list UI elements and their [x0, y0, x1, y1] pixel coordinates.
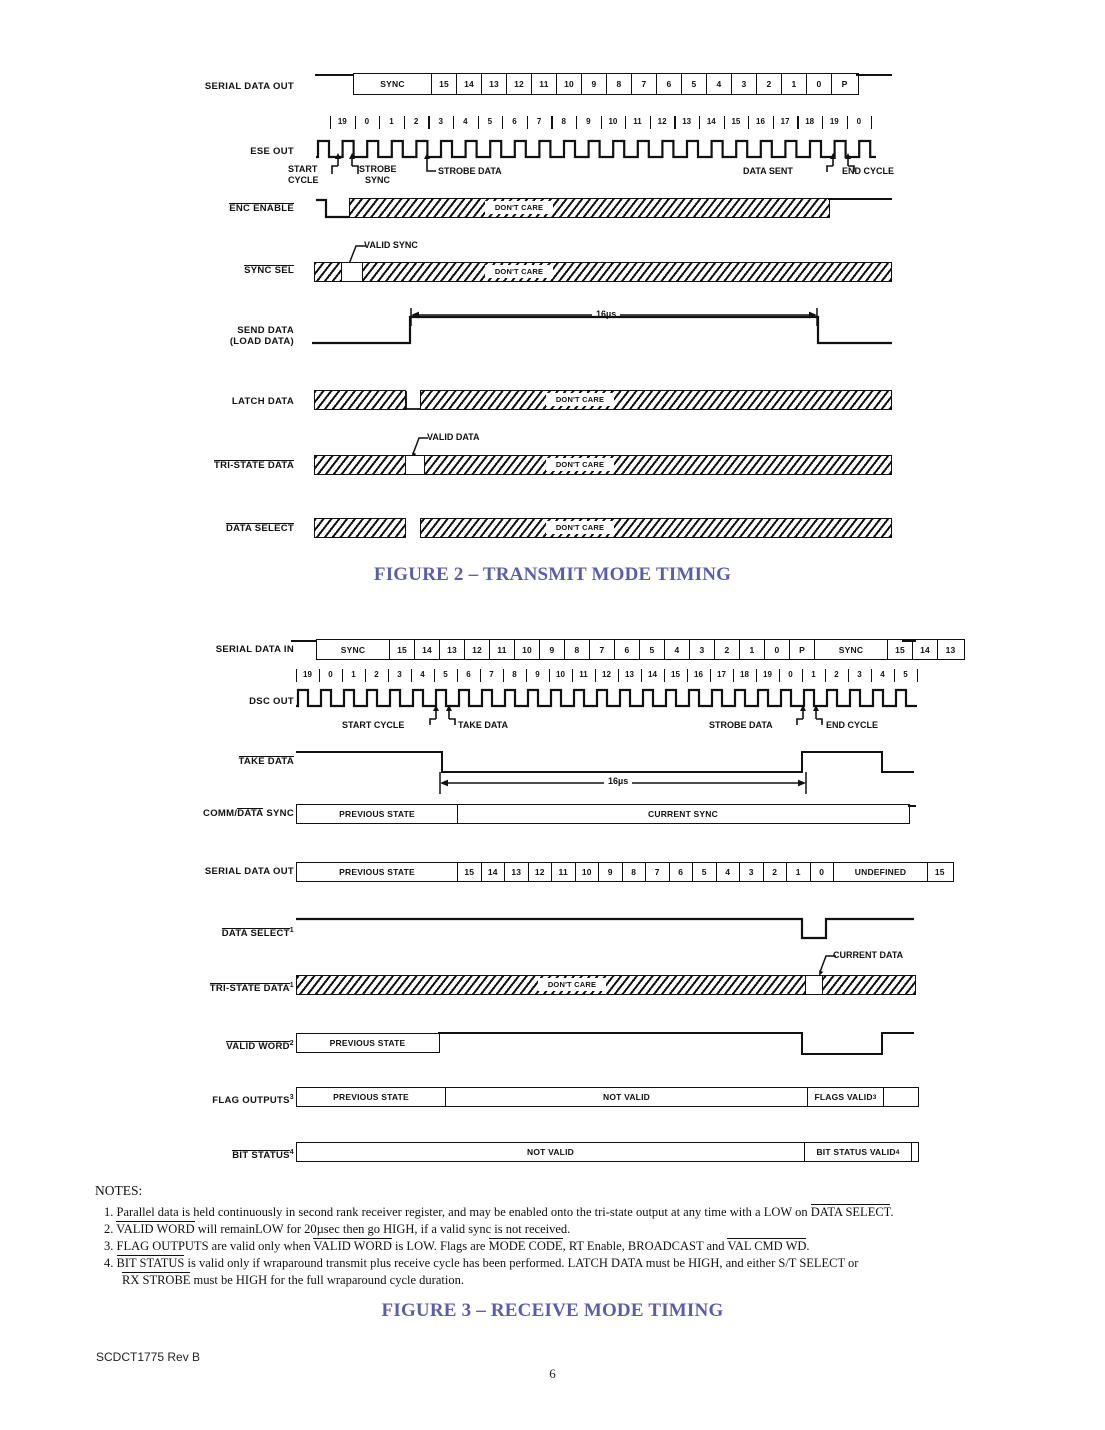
- serial-data-out-fig3-cell: UNDEFINED: [834, 863, 928, 881]
- callout-start-cycle-fig3: START CYCLE: [342, 720, 405, 730]
- flag-outputs-cell: NOT VALID: [446, 1088, 808, 1106]
- dsc-out-tick-numbers: [296, 668, 916, 684]
- tick-number: 12: [602, 670, 611, 679]
- note-overlined-term: VALID WORD: [313, 1239, 392, 1253]
- serial-data-out-fig3-cell: 8: [623, 863, 647, 881]
- serial-data-out-word-row: [353, 73, 859, 95]
- tick-number: 8: [561, 117, 566, 126]
- callout-strobe-sync-line2: SYNC: [365, 175, 391, 185]
- signal-label-send-data-line1: SEND DATA: [237, 325, 294, 336]
- callout-take-data-fig3: TAKE DATA: [458, 720, 508, 730]
- data-select-waveform-fig3: [296, 915, 916, 941]
- signal-label-tri-state-data-fig3: [84, 980, 294, 994]
- note-line: [104, 1221, 570, 1238]
- tick-number: 8: [512, 670, 517, 679]
- signal-label-flag-outputs: [84, 1092, 294, 1106]
- note-line: [122, 1272, 464, 1289]
- data-select-dont-care-text-fig2: DON'T CARE: [546, 521, 614, 534]
- serial-data-out-fig3-cell: 11: [552, 863, 576, 881]
- tick-number: 9: [535, 670, 540, 679]
- sync-sel-hatch-pre: [314, 262, 342, 282]
- tick-number: 13: [625, 670, 634, 679]
- flag-outputs-cell: FLAGS VALID 3: [808, 1088, 884, 1106]
- note-text: will remainLOW for 20µsec then go HIGH, if a valid sync is not received.: [194, 1222, 571, 1236]
- note-overlined-term: VALID WORD: [116, 1222, 195, 1236]
- tick-number: 19: [829, 117, 839, 126]
- enc-enable-text: ENC ENABLE: [229, 203, 294, 214]
- tick-number: 5: [443, 670, 448, 679]
- serial-data-out-cell: 2: [757, 74, 782, 94]
- tick-number: 1: [389, 117, 394, 126]
- data-select-hatch-pre-fig2: [314, 518, 406, 538]
- serial-data-in-cell: 12: [465, 640, 490, 659]
- serial-data-in-cell: 2: [715, 640, 740, 659]
- serial-data-out-cell: 4: [707, 74, 732, 94]
- note-line: [104, 1204, 894, 1221]
- note-number: 3.: [104, 1239, 117, 1253]
- flag-outputs-text: FLAG OUTPUTS: [212, 1095, 290, 1107]
- callout-end-cycle-fig3: END CYCLE: [826, 720, 879, 730]
- comm-data-sync-cell: CURRENT SYNC: [648, 809, 718, 819]
- tick-number: 4: [463, 117, 468, 126]
- comm-data-sync-prefix: COMM/: [203, 808, 238, 819]
- note-text: is LOW. Flags are: [391, 1239, 489, 1253]
- serial-data-out-cell: 13: [482, 74, 507, 94]
- tick-number: 9: [586, 117, 591, 126]
- serial-data-in-cell: 13: [945, 644, 956, 655]
- tick-number: 0: [364, 117, 370, 126]
- note-overlined-term: BIT STATUS: [116, 1256, 185, 1270]
- tick-number: 11: [579, 670, 588, 679]
- bit-status-cell: [912, 1143, 917, 1161]
- serial-data-in-cell: 3: [690, 640, 715, 659]
- data-select-text-fig2: DATA SELECT: [225, 523, 294, 534]
- serial-data-out-cell: 1: [782, 74, 807, 94]
- notes-heading: NOTES:: [95, 1183, 143, 1198]
- send-data-dimension-text: 16µs: [592, 309, 620, 319]
- serial-data-in-baseline-left: [291, 640, 317, 642]
- serial-data-out-cell: 6: [657, 74, 682, 94]
- tick-number: 12: [657, 117, 667, 126]
- serial-data-in-cell: P: [790, 640, 815, 659]
- serial-data-out-cell: SYNC: [354, 74, 432, 94]
- signal-label-dsc-out: DSC OUT: [249, 696, 294, 707]
- callout-start-cycle-line1: START: [288, 164, 318, 174]
- tick-number: 16: [694, 670, 703, 679]
- signal-label-comm-data-sync: [104, 808, 294, 819]
- note-text: .: [806, 1239, 810, 1253]
- signal-label-take-data: [104, 756, 294, 767]
- sync-sel-valid-sync-window: [341, 262, 363, 282]
- serial-data-out-fig3-cell: 10: [576, 863, 600, 881]
- tick-number: 14: [706, 117, 716, 126]
- send-data-waveform: [312, 312, 896, 346]
- serial-data-out-fig3-cell: 12: [529, 863, 553, 881]
- tick-number: 1: [811, 670, 816, 679]
- tick-number: 0: [856, 117, 862, 126]
- dsc-out-callout-leaders: [330, 703, 910, 731]
- data-select-dont-care-band-fig2: [420, 518, 892, 538]
- bit-status-note-ref: 4: [289, 1149, 294, 1156]
- tri-state-data-hatch-post-fig3: [822, 975, 916, 995]
- signal-label-sync-sel: [104, 265, 294, 276]
- comm-data-sync-baseline-right: [908, 805, 916, 807]
- tick-number: 18: [805, 117, 815, 126]
- tick-number: 4: [880, 670, 885, 679]
- tick-number: 17: [717, 670, 726, 679]
- bit-status-text: BIT STATUS: [232, 1150, 290, 1162]
- tick-number: 14: [648, 670, 657, 679]
- valid-word-waveform: [296, 1029, 916, 1057]
- tick-separator: [871, 116, 872, 129]
- serial-data-out-fig3-cell: PREVIOUS STATE: [297, 863, 458, 881]
- signal-label-valid-word: [84, 1038, 294, 1052]
- tri-state-data-current-data-window: [805, 975, 823, 995]
- signal-label-serial-data-out: SERIAL DATA OUT: [204, 81, 294, 92]
- tick-number: 2: [413, 117, 419, 126]
- callout-data-sent: DATA SENT: [743, 166, 793, 176]
- serial-data-in-cell: 1: [740, 640, 765, 659]
- serial-data-out-fig3-cell: 14: [482, 863, 506, 881]
- serial-data-in-cell: 13: [440, 640, 465, 659]
- take-data-dimension-text: 16µs: [604, 776, 632, 786]
- note-number: 4.: [104, 1256, 117, 1270]
- callout-strobe-data: STROBE DATA: [438, 166, 502, 176]
- serial-data-out-cell: P: [841, 79, 848, 89]
- comm-data-sync-suffix: SYNC: [263, 808, 294, 819]
- tick-separator: [917, 669, 918, 682]
- serial-data-out-fig3-cell: 7: [646, 863, 670, 881]
- serial-data-out-word-row-fig3: [296, 862, 954, 882]
- valid-word-text: VALID WORD: [226, 1041, 290, 1053]
- callout-strobe-data-fig3: STROBE DATA: [709, 720, 773, 730]
- footer-document-code: SCDCT1775 Rev B: [96, 1350, 201, 1364]
- note-text: .: [890, 1205, 894, 1219]
- signal-label-data-select-fig3: [84, 925, 294, 939]
- note-overlined-term: MODE CODE: [488, 1239, 563, 1253]
- callout-start-cycle-line2: CYCLE: [288, 175, 319, 185]
- tri-state-data-dont-care-band: [424, 455, 892, 475]
- tick-number: 1: [351, 670, 356, 679]
- note-text: Parallel data is held continuously in second rank receiver register, and may be enabled onto the tri-state output at any time with a LOW on: [116, 1205, 811, 1219]
- tick-number: 15: [671, 670, 680, 679]
- serial-data-in-cell: 15: [390, 640, 415, 659]
- data-select-text-fig3: DATA SELECT: [221, 928, 290, 940]
- bit-status-word-row: [296, 1142, 919, 1162]
- serial-data-out-cell: 0: [807, 74, 832, 94]
- callout-strobe-sync-line1: STROBE: [359, 164, 397, 174]
- serial-data-out-fig3-cell: 15: [458, 863, 482, 881]
- note-text: , RT Enable, BROADCAST and: [562, 1239, 728, 1253]
- serial-data-out-cell: 5: [682, 74, 707, 94]
- tri-state-data-hatch-pre: [314, 455, 406, 475]
- note-overlined-term: DATA SELECT: [810, 1205, 891, 1219]
- tick-number: 15: [731, 117, 741, 126]
- tick-number: 18: [740, 670, 749, 679]
- serial-data-in-baseline-right: [902, 640, 916, 642]
- tick-number: 19: [337, 117, 347, 126]
- serial-data-out-fig3-cell: 13: [505, 863, 529, 881]
- tick-number: 0: [788, 670, 793, 679]
- bit-status-cell: BIT STATUS VALID 4: [805, 1143, 912, 1161]
- annotation-current-data: CURRENT DATA: [833, 950, 904, 960]
- latch-data-dont-care-band: [420, 390, 892, 410]
- serial-data-out-cell: 3: [732, 74, 757, 94]
- serial-data-out-fig3-cell: 4: [717, 863, 741, 881]
- annotation-valid-data: VALID DATA: [427, 432, 480, 442]
- serial-data-out-cell: 12: [507, 74, 532, 94]
- tri-state-data-valid-window: [405, 455, 425, 475]
- tri-state-data-text: TRI-STATE DATA: [213, 460, 294, 471]
- serial-data-out-fig3-cell: 3: [740, 863, 764, 881]
- flag-outputs-note-ref: 3: [289, 1094, 294, 1101]
- note-line: [104, 1255, 858, 1272]
- note-number: 2.: [104, 1222, 117, 1236]
- flag-outputs-cell: [884, 1088, 917, 1106]
- sync-sel-text: SYNC SEL: [244, 265, 294, 276]
- tri-state-data-note-ref: 1: [289, 982, 294, 989]
- valid-word-note-ref: 2: [289, 1040, 294, 1047]
- enc-enable-dont-care-band: [349, 198, 830, 218]
- serial-data-out-fig3-cell: 1: [787, 863, 811, 881]
- tick-number: 3: [857, 670, 862, 679]
- tick-number: 10: [608, 117, 618, 126]
- tick-number: 3: [438, 117, 443, 126]
- signal-label-bit-status: [84, 1147, 294, 1161]
- serial-data-out-cell: 14: [457, 74, 482, 94]
- bit-status-cell: NOT VALID: [297, 1143, 805, 1161]
- serial-data-in-cell: 8: [565, 640, 590, 659]
- tick-number: 19: [763, 670, 772, 679]
- serial-data-in-cell: 4: [665, 640, 690, 659]
- data-select-note-ref: 1: [289, 927, 294, 934]
- tick-number: 11: [633, 117, 642, 126]
- tick-number: 7: [536, 117, 542, 126]
- signal-label-send-data-line2: (LOAD DATA): [229, 336, 294, 347]
- tick-number: 3: [397, 670, 402, 679]
- signal-label-enc-enable: [104, 203, 294, 214]
- sync-sel-dont-care-text: DON'T CARE: [485, 265, 553, 278]
- flag-outputs-word-row: [296, 1087, 919, 1107]
- tick-number: 0: [328, 670, 333, 679]
- signal-label-tri-state-data: [104, 460, 294, 471]
- serial-data-in-cell: 9: [540, 640, 565, 659]
- serial-data-in-word-row: [316, 639, 965, 660]
- signal-label-serial-data-in: SERIAL DATA IN: [215, 644, 294, 655]
- tick-number: 5: [487, 117, 493, 126]
- note-overlined-term: VAL CMD WD: [727, 1239, 807, 1253]
- tick-number: 4: [420, 670, 425, 679]
- signal-label-serial-data-out-fig3: SERIAL DATA OUT: [204, 866, 294, 877]
- sync-sel-dont-care-band: [362, 262, 892, 282]
- tick-number: 17: [780, 117, 790, 126]
- serial-data-in-cell: 14: [415, 640, 440, 659]
- tick-number: 16: [756, 117, 765, 126]
- tick-number: 7: [489, 670, 494, 679]
- comm-data-sync-cell: PREVIOUS STATE: [297, 805, 458, 823]
- serial-data-out-cell: 8: [607, 74, 632, 94]
- serial-data-out-baseline-right: [856, 74, 892, 76]
- note-text: is valid only if wraparound transmit plus receive cycle has been performed. LATCH DATA must be HIGH, and either S/T SELECT or: [184, 1256, 859, 1270]
- serial-data-in-cell: 7: [590, 640, 615, 659]
- serial-data-in-cell: SYNC: [317, 640, 390, 659]
- signal-label-ese-out: ESE OUT: [250, 146, 294, 157]
- note-text: FLAG OUTPUTS are valid only when: [116, 1239, 314, 1253]
- comm-data-sync-overline-part: DATA: [237, 808, 264, 819]
- tick-number: 6: [512, 117, 517, 126]
- serial-data-out-cell: 9: [582, 74, 607, 94]
- serial-data-in-cell: 5: [640, 640, 665, 659]
- serial-data-out-fig3-cell: 6: [670, 863, 694, 881]
- serial-data-out-baseline-left: [315, 74, 355, 76]
- serial-data-out-fig3-cell: 15: [934, 867, 945, 877]
- signal-label-latch-data: LATCH DATA: [231, 396, 294, 407]
- note-overlined-term: RX STROBE: [122, 1273, 191, 1287]
- tick-number: 2: [834, 670, 839, 679]
- tri-state-data-dont-care-text-fig3: DON'T CARE: [538, 978, 606, 991]
- enc-enable-baseline-right: [828, 198, 892, 200]
- footer-page-number: 6: [549, 1366, 556, 1381]
- flag-outputs-cell: PREVIOUS STATE: [297, 1088, 446, 1106]
- serial-data-out-cell: 11: [532, 74, 557, 94]
- figure-2-caption: FIGURE 2 – TRANSMIT MODE TIMING: [373, 564, 732, 585]
- comm-data-sync-word-row: [296, 804, 910, 824]
- latch-data-dont-care-text: DON'T CARE: [546, 393, 614, 406]
- valid-word-cell: PREVIOUS STATE: [329, 1038, 406, 1048]
- serial-data-in-cell: 10: [515, 640, 540, 659]
- ese-out-tick-numbers: [330, 115, 870, 131]
- tick-number: 5: [903, 670, 908, 679]
- tick-number: 2: [374, 670, 379, 679]
- serial-data-in-cell: SYNC: [815, 640, 888, 659]
- latch-data-hatch-pre: [314, 390, 406, 410]
- note-text: must be HIGH for the full wraparound cycle duration.: [190, 1273, 464, 1287]
- serial-data-out-fig3-cell: 5: [693, 863, 717, 881]
- serial-data-in-cell: 6: [615, 640, 640, 659]
- enc-enable-dont-care-text: DON'T CARE: [485, 201, 553, 214]
- tick-number: 19: [303, 670, 312, 679]
- serial-data-out-cell: 10: [557, 74, 582, 94]
- serial-data-out-cell: 7: [632, 74, 657, 94]
- note-number: 1.: [104, 1205, 117, 1219]
- tri-state-data-text-fig3: TRI-STATE DATA: [209, 983, 290, 995]
- serial-data-out-fig3-cell: 0: [811, 863, 835, 881]
- annotation-valid-sync: VALID SYNC: [364, 240, 418, 250]
- serial-data-out-fig3-cell: 2: [764, 863, 788, 881]
- figure-3-caption: FIGURE 3 – RECEIVE MODE TIMING: [381, 1300, 724, 1321]
- tick-number: 10: [556, 670, 565, 679]
- serial-data-out-fig3-cell: 9: [599, 863, 623, 881]
- serial-data-out-cell: 15: [432, 74, 457, 94]
- take-data-text: TAKE DATA: [238, 756, 294, 767]
- note-line: [104, 1238, 810, 1255]
- tri-state-data-dont-care-text: DON'T CARE: [546, 458, 614, 471]
- tick-number: 13: [682, 117, 692, 126]
- serial-data-in-cell: 11: [490, 640, 515, 659]
- serial-data-in-cell: 15: [888, 640, 913, 659]
- callout-end-cycle: END CYCLE: [842, 166, 895, 176]
- serial-data-in-cell: 14: [913, 640, 938, 659]
- tick-number: 6: [466, 670, 471, 679]
- serial-data-in-cell: 0: [765, 640, 790, 659]
- signal-label-data-select-fig2: [104, 523, 294, 534]
